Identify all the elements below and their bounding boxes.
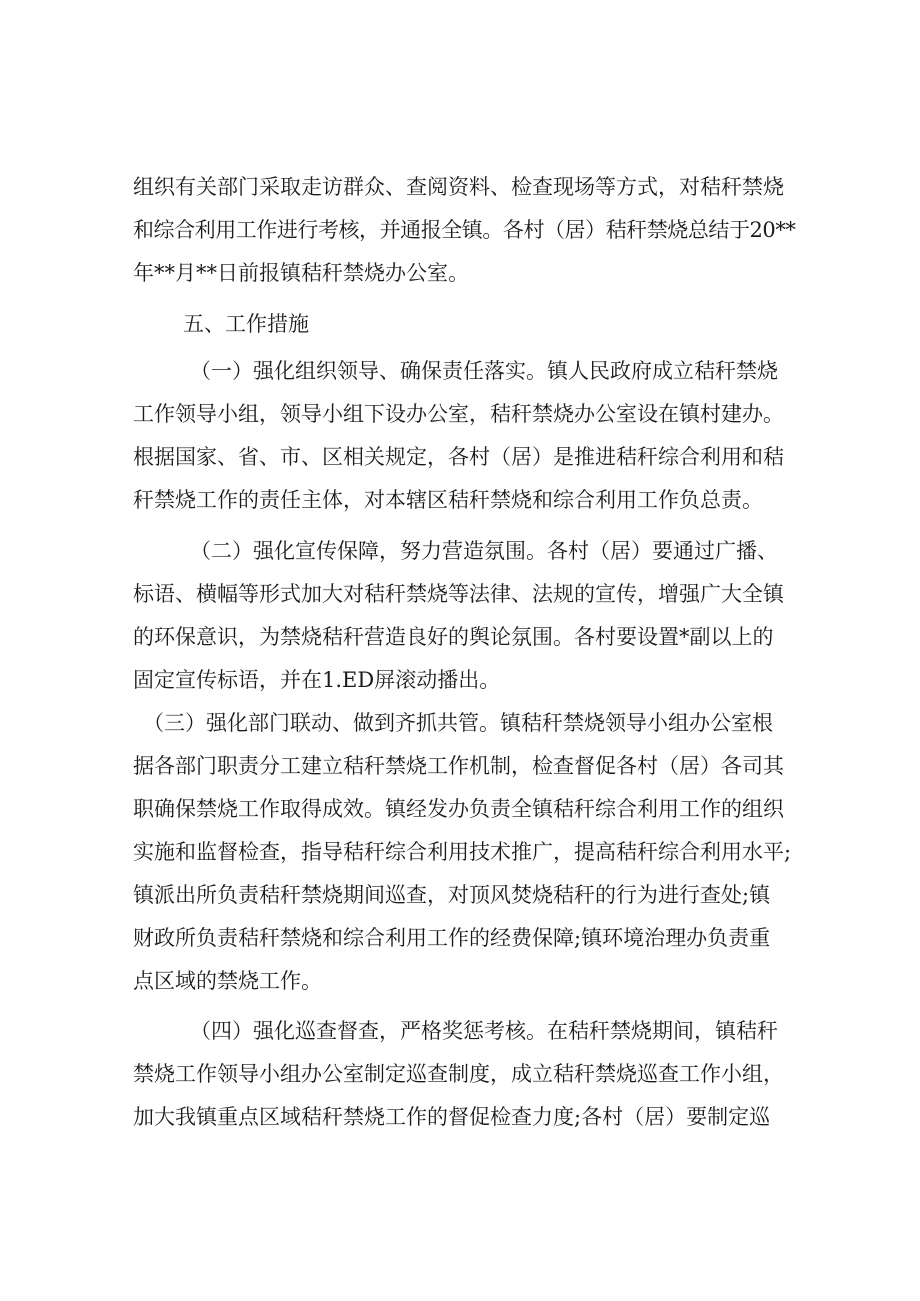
text-line: 实施和监督检查，指导秸秆综合利用技术推广，提高秸秆综合利用水平;	[133, 840, 792, 864]
text-line: 年**月**日前报镇秸秆禁烧办公室。	[133, 261, 469, 285]
text-line: 财政所负责秸秆禁烧和综合利用工作的经费保障;镇环境治理办负责重	[133, 926, 771, 950]
text-line: 标语、横幅等形式加大对秸秆禁烧等法律、法规的宣传，增强广大全镇	[133, 582, 784, 606]
text-line: 固定宣传标语，并在1.ED屏滚动播出。	[133, 668, 501, 692]
text-line: 组织有关部门采取走访群众、查阅资料、检查现场等方式，对秸秆禁烧	[133, 175, 784, 199]
section-heading: 五、工作措施	[183, 312, 309, 336]
text-line: 和综合利用工作进行考核，并通报全镇。各村（居）秸秆禁烧总结于20**	[133, 218, 796, 242]
text-line: （四）强化巡查督查，严格奖惩考核。在秸秆禁烧期间，镇秸秆	[190, 1019, 778, 1043]
text-line: 的环保意识，为禁烧秸秆营造良好的舆论氛围。各村要设置*副以上的	[133, 625, 774, 649]
text-line: 工作领导小组，领导小组下设办公室，秸秆禁烧办公室设在镇村建办。	[133, 402, 784, 426]
text-line: 根据国家、省、市、区相关规定，各村（居）是推进秸秆综合利用和秸	[133, 445, 784, 469]
text-line: 点区域的禁烧工作。	[133, 969, 322, 993]
text-line: 禁烧工作领导小组办公室制定巡查制度，成立秸秆禁烧巡查工作小组，	[133, 1062, 784, 1086]
text-line: 加大我镇重点区域秸秆禁烧工作的督促检查力度;各村（居）要制定巡	[133, 1105, 771, 1129]
text-line: 据各部门职责分工建立秸秆禁烧工作机制，检查督促各村（居）各司其	[133, 754, 784, 778]
text-line: 镇派出所负责秸秆禁烧期间巡查，对顶风焚烧秸秆的行为进行查处;镇	[133, 883, 771, 907]
text-line: （一）强化组织领导、确保责任落实。镇人民政府成立秸秆禁烧	[190, 359, 778, 383]
text-line: （二）强化宣传保障，努力营造氛围。各村（居）要通过广播、	[190, 539, 778, 563]
text-line: （三）强化部门联动、做到齐抓共管。镇秸秆禁烧领导小组办公室根	[143, 711, 773, 735]
text-line: 职确保禁烧工作取得成效。镇经发办负责全镇秸秆综合利用工作的组织	[133, 797, 784, 821]
text-line: 秆禁烧工作的责任主体，对本辖区秸秆禁烧和综合利用工作负总责。	[133, 488, 763, 512]
